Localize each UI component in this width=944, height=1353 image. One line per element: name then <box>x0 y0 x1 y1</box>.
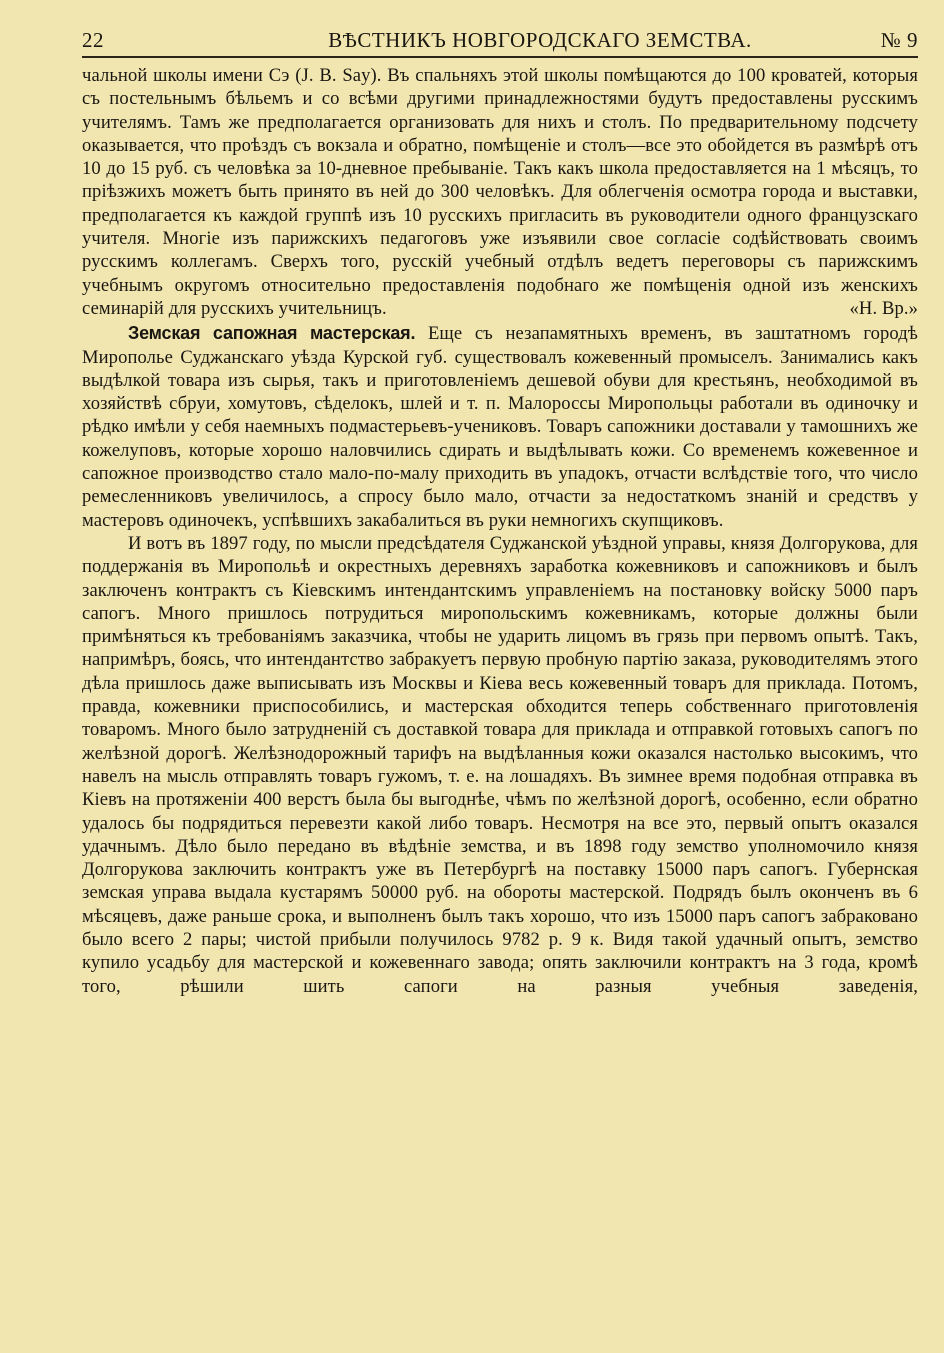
section-heading: Земская сапожная мастерская. <box>128 323 428 344</box>
page-number: 22 <box>82 28 104 52</box>
paragraph-text: чальной школы имени Сэ (J. B. Say). Въ спальняхъ этой школы помѣщаются до 100 кроватей, которыя съ постельнымъ бѣльемъ и со всѣми другими принадлежностями будутъ предоставлены русскимъ учителямъ. Тамъ же предполагается организовать для нихъ и столъ. По предварительному подсчету оказывается, что проѣздъ съ вокзала и обратно, помѣщеніе и столъ—все это обойдется въ размѣрѣ отъ 10 до 15 руб. съ человѣка за 10-дневное пребываніе. Такъ какъ школа предоставляется на 1 мѣсяцъ, то пріѣзжихъ можетъ быть принято въ ней до 300 человѣкъ. Для облегченія осмотра города и выставки, предполагается къ каждой группѣ изъ 10 русскихъ пригласить въ руководители одного французскаго учителя. Многіе изъ парижскихъ педагоговъ уже изъявили свое согласіе содѣйствовать своимъ русскимъ коллегамъ. Сверхъ того, русскій учебный отдѣлъ ведетъ переговоры съ парижскимъ учебнымъ округомъ относительно предоставленія подобнаго же помѣщенія одной изъ женскихъ семинарій для русскихъ учительницъ. <box>82 65 918 319</box>
journal-title: ВѢСТНИКЪ НОВГОРОДСКАГО ЗЕМСТВА. <box>328 28 752 52</box>
article-body <box>82 64 918 998</box>
running-header <box>82 24 918 58</box>
paragraph-text: Еще съ незапамятныхъ временъ, въ заштатномъ городѣ Мирополье Суджанскаго уѣзда Курской губ. существовалъ кожевенный промыселъ. Занимались какъ выдѣлкой товара изъ сырья, такъ и приготовленіемъ дешевой обуви для крестьянъ, необходимой въ хозяйствѣ сбруи, хомутовъ, сѣделокъ, шлей и т. п. Малороссы Миропольцы работали въ одиночку и рѣдко имѣли у себя наемныхъ подмастерьевъ-учениковъ. Товаръ сапожники доставали у тамошнихъ же кожелуповъ, которые хорошо наловчились сдирать и выдѣлывать кожи. Со временемъ кожевенное и сапожное производство стало мало-по-малу приходить въ упадокъ, отчасти вслѣдствіе того, что число ремесленниковъ увеличилось, а спросу было мало, отчасти за недостаткомъ знаній и средствъ у мастеровъ одиночекъ, успѣвшихъ закабалиться въ руки немногихъ скупщиковъ. <box>82 323 918 531</box>
paragraph-workshop-history <box>82 532 918 998</box>
paragraph-text: И вотъ въ 1897 году, по мысли предсѣдателя Суджанской уѣздной управы, князя Долгорукова, для поддержанія въ Миропольѣ и окрестныхъ деревняхъ заработка кожевниковъ и сапожниковъ и былъ заключенъ контрактъ съ Кіевскимъ интендантскимъ управленіемъ на постановку войску 5000 паръ сапогъ. Много пришлось потрудиться миропольскимъ кожевникамъ, которые должны были примѣняться къ требованіямъ заказчика, чтобы не ударить лицомъ въ грязь при первомъ опытѣ. Такъ, напримѣръ, боясь, что интендантство забракуетъ первую пробную партію заказа, руководителямъ этого дѣла пришлось даже выписывать изъ Москвы и Кіева весь кожевенный товаръ для приклада. Потомъ, правда, кожевники приспособились, и мастерская обходится теперь собственнаго приготовленія товаромъ. Много было затрудненій съ доставкой товара для приклада и отправкой готовыхъ сапогъ по желѣзной дорогѣ. Желѣзнодорожный тарифъ на выдѣланныя кожи оказался настолько высокимъ, что навелъ на мысль отправлять товаръ гужомъ, т. е. на лошадяхъ. Въ зимнее время подобная отправка въ Кіевъ на протяженіи 400 верстъ была бы выгоднѣе, чѣмъ по желѣзной дорогѣ, особенно, если обратно удалось бы подрядиться перевезти какой либо товаръ. Несмотря на все это, первый опытъ оказался удачнымъ. Дѣло было передано въ вѣдѣніе земства, и въ 1898 году земство уполномочило князя Долгорукова заключить контрактъ уже въ Петербургѣ на поставку 15000 паръ сапогъ. Губернская земская управа выдала кустарямъ 50000 руб. на обороты мастерской. Подрядъ былъ оконченъ въ 6 мѣсяцевъ, даже раньше срока, и выполненъ былъ такъ хорошо, что изъ 15000 паръ сапогъ забраковано было всего 2 пары; чистой прибыли получилось 9782 р. 9 к. Видя такой удачный опытъ, земство купило усадьбу для мастерской и кожевеннаго завода; опять заключили контрактъ на 3 года, кромѣ того, рѣшили шить сапоги на разныя учебныя заведенія, <box>82 532 918 997</box>
paragraph-workshop-intro <box>82 322 918 532</box>
source-citation: «Н. Вр.» <box>849 297 918 319</box>
issue-number: № 9 <box>880 28 918 52</box>
paragraph-school-lodging <box>82 64 918 320</box>
